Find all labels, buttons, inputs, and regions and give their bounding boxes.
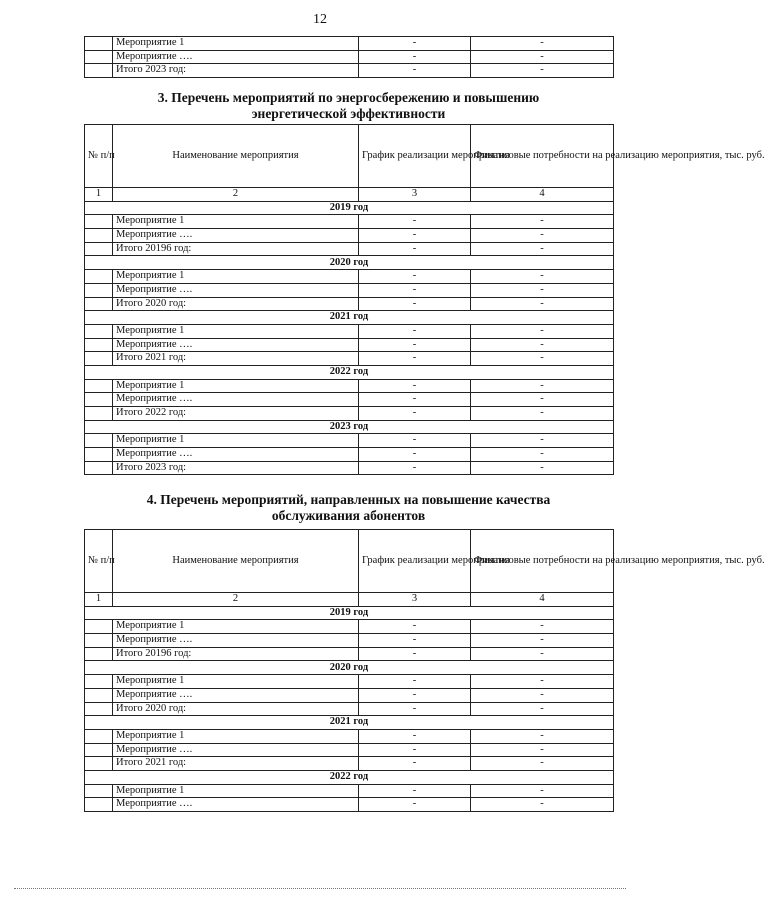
activity-name-cell: Мероприятие 1 [113, 434, 359, 448]
activity-name-cell: Мероприятие …. [113, 229, 359, 243]
row-num-cell [85, 620, 113, 634]
finance-cell: - [471, 675, 614, 689]
table-row [85, 393, 614, 407]
year-label: 2021 год [85, 311, 614, 325]
finance-cell: - [471, 729, 614, 743]
section3-heading-line2: энергетической эффективности [251, 106, 446, 121]
column-header-finance: Финансовые потребности на реализацию мероприятия, тыс. руб. [471, 125, 614, 188]
row-num-cell [85, 407, 113, 421]
activity-name-cell: Мероприятие …. [113, 743, 359, 757]
finance-cell: - [471, 50, 614, 64]
finance-cell: - [471, 64, 614, 78]
schedule-cell: - [359, 407, 471, 421]
schedule-cell: - [359, 229, 471, 243]
activity-name-cell: Итого 2023 год: [113, 461, 359, 475]
section4-heading-line2: обслуживания абонентов [271, 508, 426, 523]
row-num-cell [85, 393, 113, 407]
year-label: 2019 год [85, 606, 614, 620]
finance-cell: - [471, 283, 614, 297]
schedule-cell: - [359, 215, 471, 229]
schedule-cell: - [359, 352, 471, 366]
finance-cell: - [471, 379, 614, 393]
table-row [85, 757, 614, 771]
schedule-cell: - [359, 620, 471, 634]
activity-name-cell: Мероприятие 1 [113, 620, 359, 634]
index-cell: 1 [85, 593, 113, 607]
row-num-cell [85, 229, 113, 243]
row-num-cell [85, 242, 113, 256]
activity-name-cell: Мероприятие …. [113, 338, 359, 352]
row-num-cell [85, 324, 113, 338]
section3-heading [84, 90, 613, 122]
table-row [85, 50, 614, 64]
activity-name-cell: Мероприятие …. [113, 798, 359, 812]
activity-name-cell: Мероприятие …. [113, 283, 359, 297]
table-row [85, 647, 614, 661]
finance-cell: - [471, 688, 614, 702]
finance-cell: - [471, 37, 614, 51]
section4-table [84, 529, 765, 812]
activity-name-cell: Мероприятие 1 [113, 379, 359, 393]
table-row [85, 324, 614, 338]
activity-name-cell: Мероприятие …. [113, 393, 359, 407]
schedule-cell: - [359, 242, 471, 256]
column-header-finance: Финансовые потребности на реализацию мероприятия, тыс. руб. [471, 530, 614, 593]
table-row [85, 242, 614, 256]
table-row [85, 675, 614, 689]
finance-cell: - [471, 743, 614, 757]
year-row [85, 716, 614, 730]
schedule-cell: - [359, 461, 471, 475]
row-num-cell [85, 379, 113, 393]
activity-name-cell: Итого 20196 год: [113, 242, 359, 256]
schedule-cell: - [359, 297, 471, 311]
row-num-cell [85, 647, 113, 661]
finance-cell: - [471, 757, 614, 771]
schedule-cell: - [359, 324, 471, 338]
table-row [85, 448, 614, 462]
table-row [85, 352, 614, 366]
table-row [85, 620, 614, 634]
activity-name-cell: Итого 2020 год: [113, 297, 359, 311]
row-num-cell [85, 702, 113, 716]
table-row [85, 37, 614, 51]
activity-name-cell: Мероприятие 1 [113, 215, 359, 229]
year-label: 2022 год [85, 365, 614, 379]
year-label: 2022 год [85, 770, 614, 784]
schedule-cell: - [359, 757, 471, 771]
index-cell: 2 [113, 593, 359, 607]
activity-name-cell: Итого 2021 год: [113, 757, 359, 771]
schedule-cell: - [359, 379, 471, 393]
finance-cell: - [471, 324, 614, 338]
activity-name-cell: Итого 2020 год: [113, 702, 359, 716]
schedule-cell: - [359, 338, 471, 352]
activity-name-cell: Мероприятие …. [113, 448, 359, 462]
section3-heading-line1: 3. Перечень мероприятий по энергосбережению и повышению [157, 90, 540, 105]
row-num-cell [85, 297, 113, 311]
section4-heading [84, 492, 613, 524]
table-row [85, 215, 614, 229]
activity-name-cell: Мероприятие …. [113, 688, 359, 702]
schedule-cell: - [359, 270, 471, 284]
schedule-cell: - [359, 784, 471, 798]
row-num-cell [85, 50, 113, 64]
index-cell: 3 [359, 593, 471, 607]
table-row [85, 688, 614, 702]
index-cell: 2 [113, 188, 359, 202]
column-header-schedule: График реализации мероприятия [359, 125, 471, 188]
page-number: 12 [313, 12, 327, 27]
schedule-cell: - [359, 634, 471, 648]
table-row [85, 338, 614, 352]
finance-cell: - [471, 784, 614, 798]
table-row [85, 784, 614, 798]
year-row [85, 311, 614, 325]
year-row [85, 365, 614, 379]
table-row [85, 634, 614, 648]
schedule-cell: - [359, 688, 471, 702]
section4-heading-line1: 4. Перечень мероприятий, направленных на повышение качества [146, 492, 551, 507]
table-row [85, 64, 614, 78]
row-num-cell [85, 798, 113, 812]
schedule-cell: - [359, 283, 471, 297]
schedule-cell: - [359, 675, 471, 689]
row-num-cell [85, 688, 113, 702]
row-num-cell [85, 215, 113, 229]
index-cell: 4 [471, 593, 614, 607]
activity-name-cell: Мероприятие …. [113, 634, 359, 648]
column-header-name: Наименование мероприятия [113, 125, 359, 188]
table-row [85, 407, 614, 421]
schedule-cell: - [359, 743, 471, 757]
finance-cell: - [471, 297, 614, 311]
activity-name-cell: Мероприятие 1 [113, 270, 359, 284]
finance-cell: - [471, 229, 614, 243]
row-num-cell [85, 37, 113, 51]
row-num-cell [85, 461, 113, 475]
row-num-cell [85, 784, 113, 798]
schedule-cell: - [359, 37, 471, 51]
finance-cell: - [471, 620, 614, 634]
table-row [85, 379, 614, 393]
schedule-cell: - [359, 64, 471, 78]
row-num-cell [85, 64, 113, 78]
year-row [85, 770, 614, 784]
row-num-cell [85, 743, 113, 757]
finance-cell: - [471, 393, 614, 407]
finance-cell: - [471, 702, 614, 716]
finance-cell: - [471, 634, 614, 648]
table-row [85, 297, 614, 311]
column-header-num: № п/п [85, 530, 113, 593]
index-cell: 4 [471, 188, 614, 202]
table-row [85, 798, 614, 812]
table-row [85, 229, 614, 243]
year-row [85, 201, 614, 215]
finance-cell: - [471, 798, 614, 812]
row-num-cell [85, 634, 113, 648]
finance-cell: - [471, 647, 614, 661]
row-num-cell [85, 270, 113, 284]
row-num-cell [85, 352, 113, 366]
schedule-cell: - [359, 393, 471, 407]
year-label: 2023 год [85, 420, 614, 434]
year-row [85, 256, 614, 270]
year-label: 2020 год [85, 256, 614, 270]
column-header-name: Наименование мероприятия [113, 530, 359, 593]
table-row [85, 702, 614, 716]
finance-cell: - [471, 448, 614, 462]
column-header-schedule: График реализации мероприятия [359, 530, 471, 593]
table-row [85, 461, 614, 475]
row-num-cell [85, 675, 113, 689]
table-row [85, 729, 614, 743]
table-row [85, 270, 614, 284]
finance-cell: - [471, 461, 614, 475]
row-num-cell [85, 283, 113, 297]
activity-name-cell: Мероприятие …. [113, 50, 359, 64]
finance-cell: - [471, 352, 614, 366]
row-num-cell [85, 757, 113, 771]
finance-cell: - [471, 215, 614, 229]
schedule-cell: - [359, 729, 471, 743]
activity-name-cell: Итого 2023 год: [113, 64, 359, 78]
index-cell: 3 [359, 188, 471, 202]
row-num-cell [85, 729, 113, 743]
activity-name-cell: Мероприятие 1 [113, 675, 359, 689]
activity-name-cell: Мероприятие 1 [113, 37, 359, 51]
activity-name-cell: Итого 2022 год: [113, 407, 359, 421]
row-num-cell [85, 338, 113, 352]
section3-table [84, 124, 765, 475]
row-num-cell [85, 434, 113, 448]
finance-cell: - [471, 407, 614, 421]
activity-name-cell: Итого 20196 год: [113, 647, 359, 661]
row-num-cell [85, 448, 113, 462]
table-row [85, 743, 614, 757]
year-label: 2021 год [85, 716, 614, 730]
schedule-cell: - [359, 448, 471, 462]
activity-name-cell: Итого 2021 год: [113, 352, 359, 366]
year-label: 2020 год [85, 661, 614, 675]
year-label: 2019 год [85, 201, 614, 215]
finance-cell: - [471, 270, 614, 284]
activity-name-cell: Мероприятие 1 [113, 729, 359, 743]
schedule-cell: - [359, 798, 471, 812]
table-row [85, 283, 614, 297]
index-cell: 1 [85, 188, 113, 202]
schedule-cell: - [359, 434, 471, 448]
schedule-cell: - [359, 702, 471, 716]
column-header-num: № п/п [85, 125, 113, 188]
page-footer-rule [14, 888, 626, 889]
year-row [85, 420, 614, 434]
finance-cell: - [471, 338, 614, 352]
schedule-cell: - [359, 647, 471, 661]
year-row [85, 606, 614, 620]
schedule-cell: - [359, 50, 471, 64]
year-row [85, 661, 614, 675]
activity-name-cell: Мероприятие 1 [113, 324, 359, 338]
finance-cell: - [471, 434, 614, 448]
continuation-table [84, 36, 614, 78]
activity-name-cell: Мероприятие 1 [113, 784, 359, 798]
finance-cell: - [471, 242, 614, 256]
table-row [85, 434, 614, 448]
